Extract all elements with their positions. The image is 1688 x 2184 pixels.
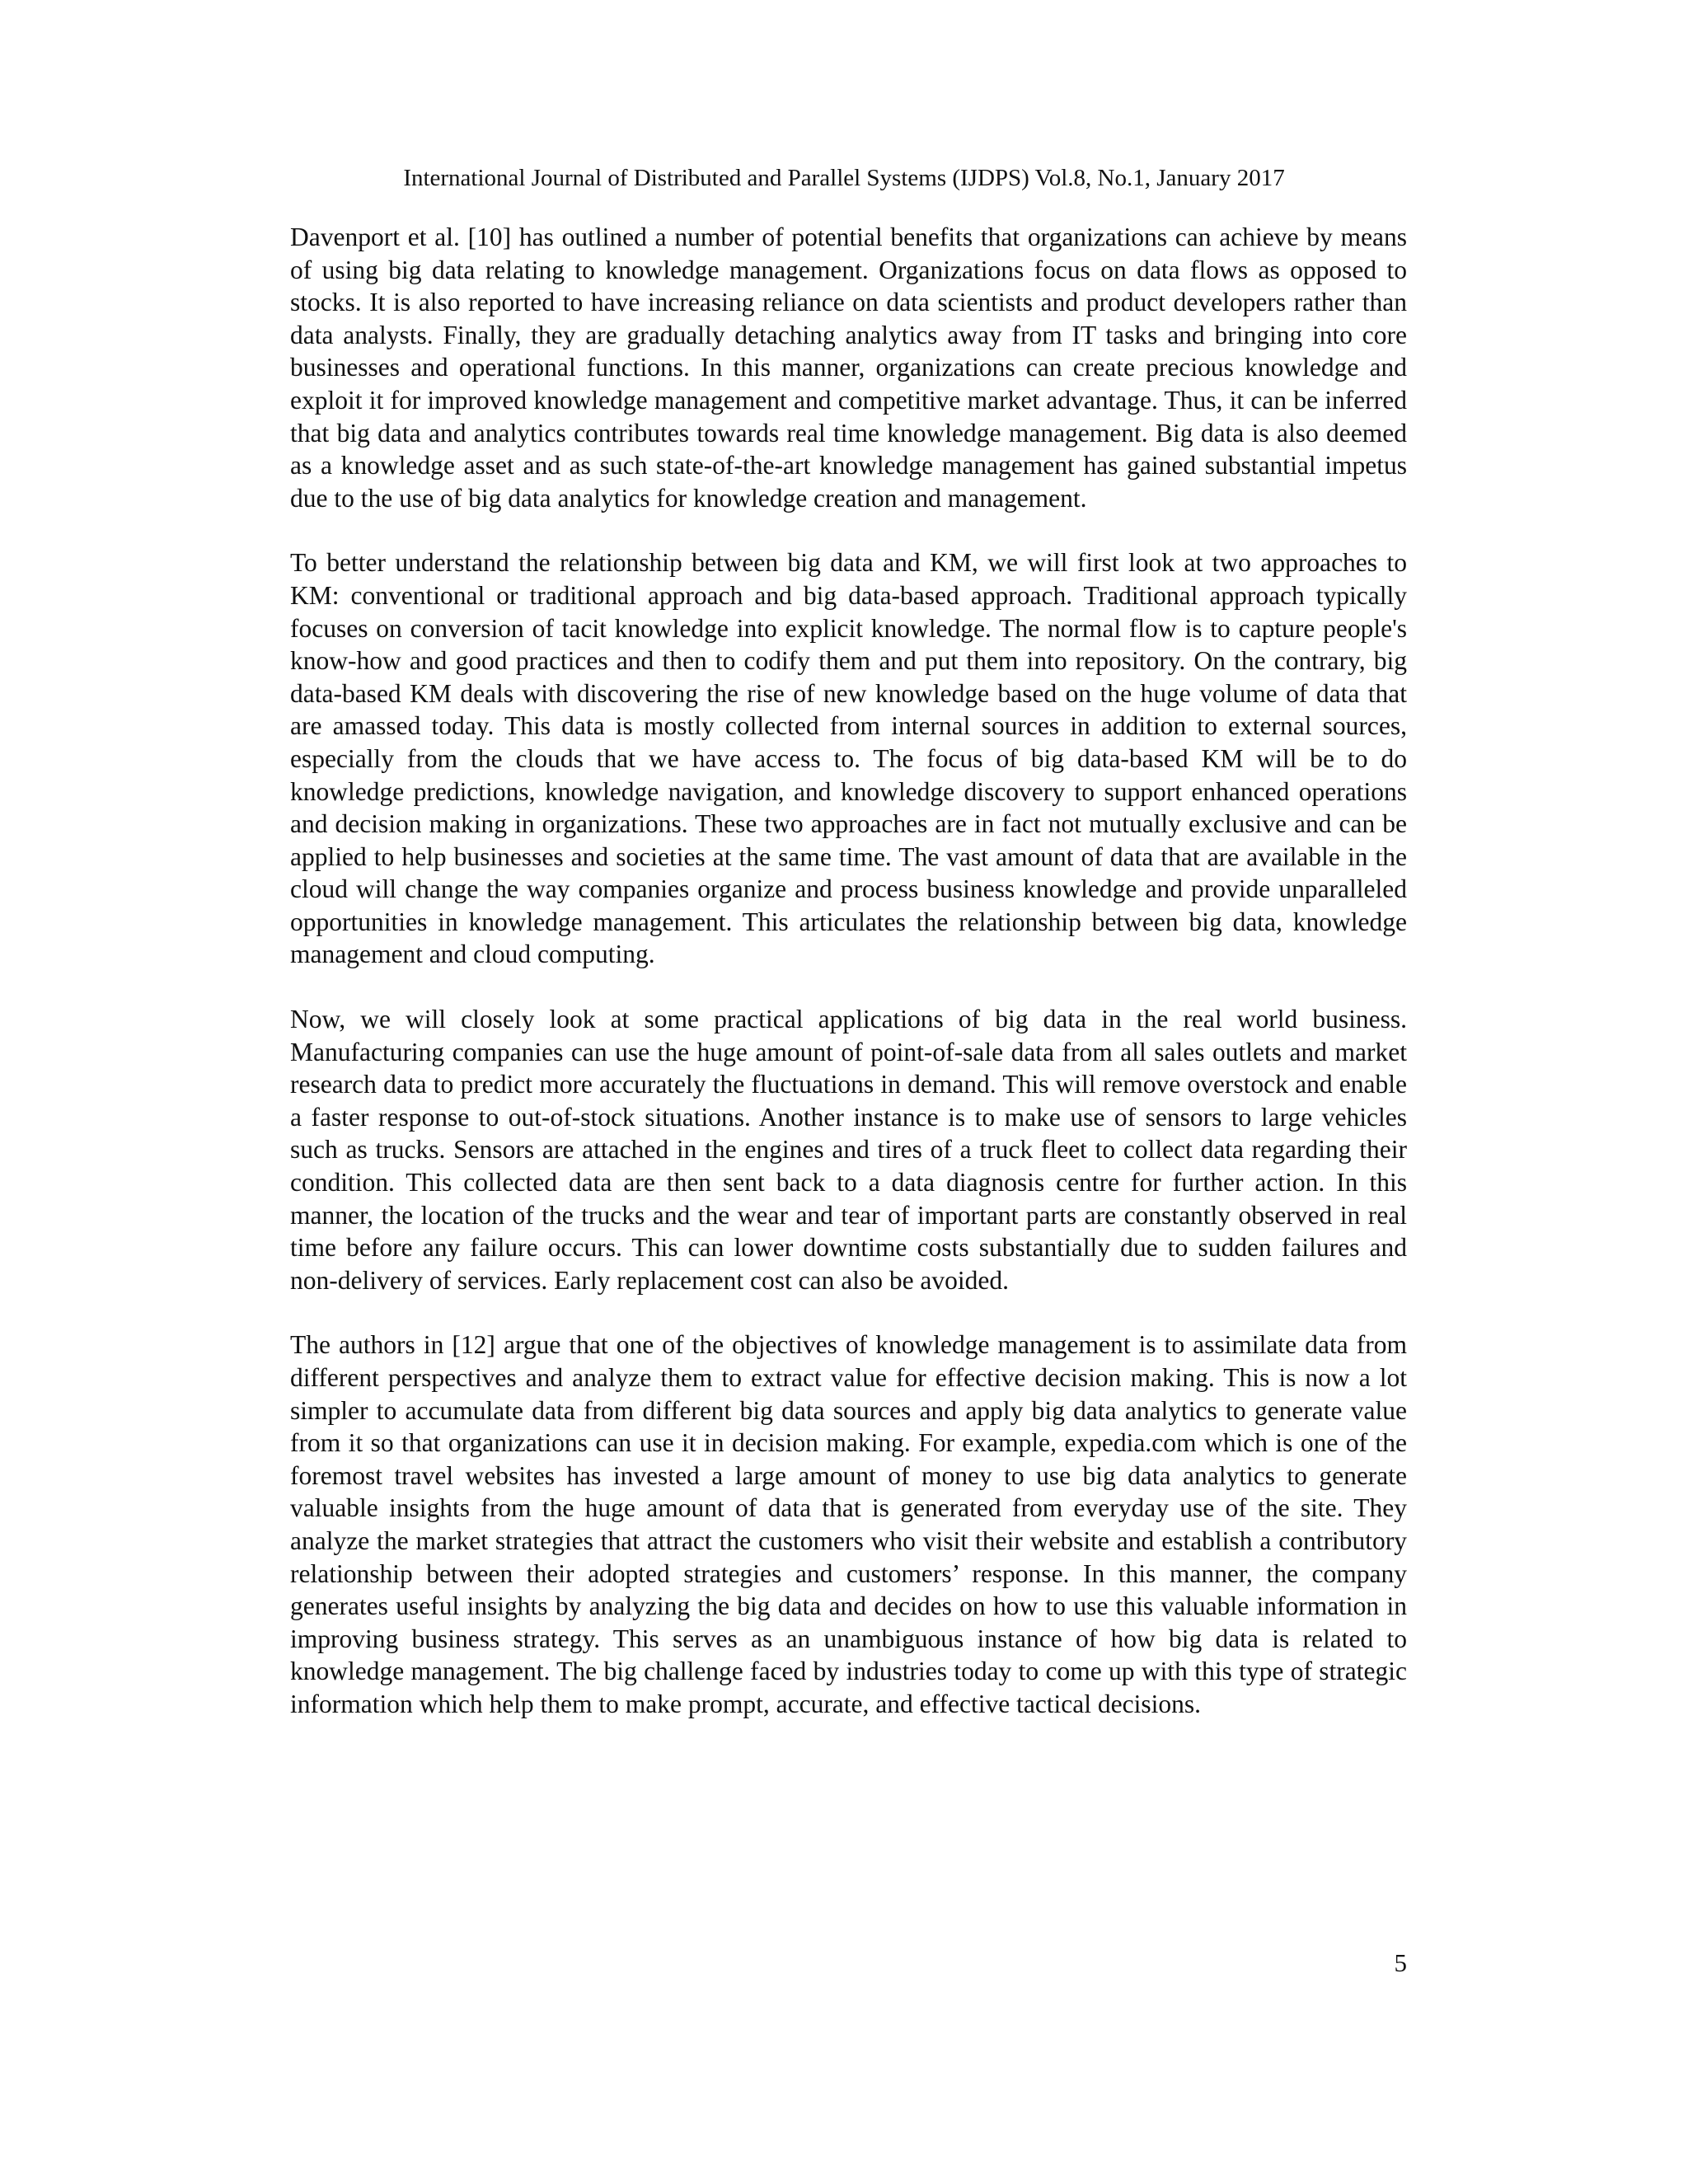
body-paragraph: The authors in [12] argue that one of the objectives of knowledge management is to assimilate data from different perspectives and analyze them to extract value for effective decision making. This is now a lot simpler to accumulate data from different big data sources and apply big data analytics to generate value from it so that organizations can use it in decision making. For example, expedia.com which is one of the foremost travel websites has invested a large amount of money to use big data analytics to generate valuable insights from the huge amount of data that is generated from everyday use of the site. They analyze the market strategies that attract the customers who visit their website and establish a contributory relationship between their adopted strategies and customers’ response. In this manner, the company generates useful insights by analyzing the big data and decides on how to use this valuable information in improving business strategy. This serves as an unambiguous instance of how big data is related to knowledge management. The big challenge faced by industries today to come up with this type of strategic information which help them to make prompt, accurate, and effective tactical decisions. <box>290 1330 1407 1718</box>
body-paragraph: To better understand the relationship between big data and KM, we will first look at two approaches to KM: conventional or traditional approach and big data-based approach. Traditional approach typically focuses on conversion of tacit knowledge into explicit knowledge. The normal flow is to capture people's know-how and good practices and then to codify them and put them into repository. On the contrary, big data-based KM deals with discovering the rise of new knowledge based on the huge volume of data that are amassed today. This data is mostly collected from internal sources in addition to external sources, especially from the clouds that we have access to. The focus of big data-based KM will be to do knowledge predictions, knowledge navigation, and knowledge discovery to support enhanced operations and decision making in organizations. These two approaches are in fact not mutually exclusive and can be applied to help businesses and societies at the same time. The vast amount of data that are available in the cloud will change the way companies organize and process business knowledge and provide unparalleled opportunities in knowledge management. This articulates the relationship between big data, knowledge management and cloud computing. <box>290 548 1407 969</box>
body-paragraph: Davenport et al. [10] has outlined a number of potential benefits that organizations can achieve by means of using big data relating to knowledge management. Organizations focus on data flows as opposed to stocks. It is also reported to have increasing reliance on data scientists and product developers rather than data analysts. Finally, they are gradually detaching analytics away from IT tasks and bringing into core businesses and operational functions. In this manner, organizations can create precious knowledge and exploit it for improved knowledge management and competitive market advantage. Thus, it can be inferred that big data and analytics contributes towards real time knowledge management. Big data is also deemed as a knowledge asset and as such state-of-the-art knowledge management has gained substantial impetus due to the use of big data analytics for knowledge creation and management. <box>290 223 1407 513</box>
journal-running-header: International Journal of Distributed and Parallel Systems (IJDPS) Vol.8, No.1, January 2017 <box>403 165 1285 191</box>
article-body <box>290 221 1407 1753</box>
body-paragraph: Now, we will closely look at some practical applications of big data in the real world business. Manufacturing companies can use the huge amount of point-of-sale data from all sales outlets and market research data to predict more accurately the fluctuations in demand. This will remove overstock and enable a faster response to out-of-stock situations. Another instance is to make use of sensors to large vehicles such as trucks. Sensors are attached in the engines and tires of a truck fleet to collect data regarding their condition. This collected data are then sent back to a data diagnosis centre for further action. In this manner, the location of the trucks and the wear and tear of important parts are constantly observed in real time before any failure occurs. This can lower downtime costs substantially due to sudden failures and non-delivery of services. Early replacement cost can also be avoided. <box>290 1005 1407 1295</box>
page-number: 5 <box>1394 1948 1407 1977</box>
